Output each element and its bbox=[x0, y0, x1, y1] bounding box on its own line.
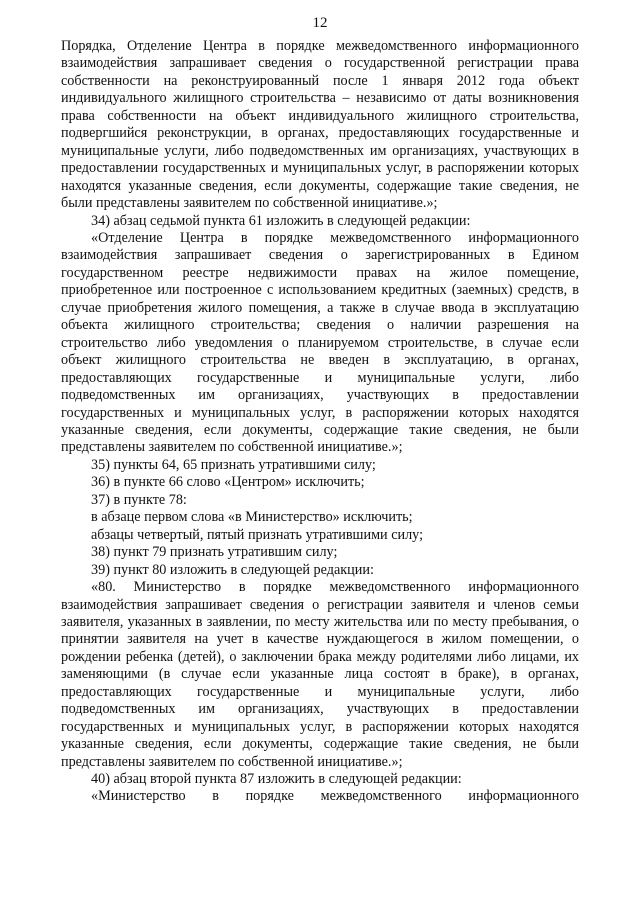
paragraph-item-38: 38) пункт 79 признать утратившим силу; bbox=[91, 544, 338, 561]
paragraph-continuation: Порядка, Отделение Центра в порядке межведомственного информационного взаимодействия запрашивает сведения о государственной регистрации права собственности на реконструированный после 1 января 2012 года объект индивидуального жилищного строительства – независимо от даты возникновения права собственности на объект индивидуального жилищного строительства, подвергшийся реконструкции, в органах, предоставляющих государственные и муниципальные услуги, либо подведомственных им организациях, участвующих в предоставлении государственных и муниципальных услуг, в распоряжении которых находятся указанные сведения, если документы, содержащие такие сведения, не были представлены заявителем по собственной инициативе.»; bbox=[61, 38, 579, 212]
paragraph-item-40: 40) абзац второй пункта 87 изложить в следующей редакции: bbox=[91, 771, 462, 788]
paragraph-item-37-sub-2: абзацы четвертый, пятый признать утратившими силу; bbox=[91, 526, 424, 543]
document-body bbox=[61, 38, 579, 806]
paragraph-item-35: 35) пункты 64, 65 признать утратившими силу; bbox=[91, 456, 376, 473]
paragraph-item-37: 37) в пункте 78: bbox=[91, 491, 187, 508]
paragraph-quote-80: «80. Министерство в порядке межведомственного информационного взаимодействия запрашивает сведения о регистрации заявителя и членов семьи заявителя, указанных в заявлении, по месту жительства или по месту пребывания, о принятии заявителя на учет в качестве нуждающегося в жилом помещении, о рождении ребенка (детей), о заключении брака между родителями либо лицами, их заменяющими (в случае если указанные лица состоят в браке), в органах, предоставляющих государственные и муниципальные услуги, либо подведомственных им организациях, участвующих в предоставлении государственных и муниципальных услуг, в распоряжении которых находятся указанные сведения, если документы, содержащие такие сведения, не были представлены заявителем по собственной инициативе.»; bbox=[61, 579, 579, 770]
paragraph-item-39: 39) пункт 80 изложить в следующей редакции: bbox=[91, 561, 374, 578]
page-number: 12 bbox=[312, 15, 328, 31]
paragraph-item-36: 36) в пункте 66 слово «Центром» исключить; bbox=[91, 474, 365, 491]
paragraph-quote-87-start: «Министерство в порядке межведомственного информационного bbox=[91, 788, 579, 805]
paragraph-item-37-sub-1: в абзаце первом слова «в Министерство» исключить; bbox=[91, 509, 413, 526]
paragraph-item-34: 34) абзац седьмой пункта 61 изложить в следующей редакции: bbox=[91, 212, 471, 229]
paragraph-quote-61: «Отделение Центра в порядке межведомственного информационного взаимодействия запрашивает сведения о зарегистрированных в Едином государственном реестре недвижимости правах на жилое помещение, приобретенное или построенное с использованием кредитных (заемных) средств, в случае приобретения жилого помещения, а также в случае ввода в эксплуатацию объекта жилищного строительства; сведения о наличии разрешения на строительство либо уведомления о планируемом строительстве, в случае если объект жилищного строительства не введен в эксплуатацию, в органах, предоставляющих государственные и муниципальные услуги, либо подведомственных им организациях, участвующих в предоставлении государственных и муниципальных услуг, в распоряжении которых находятся указанные сведения, если документы, содержащие такие сведения, не были представлены заявителем по собственной инициативе.»; bbox=[61, 229, 579, 456]
